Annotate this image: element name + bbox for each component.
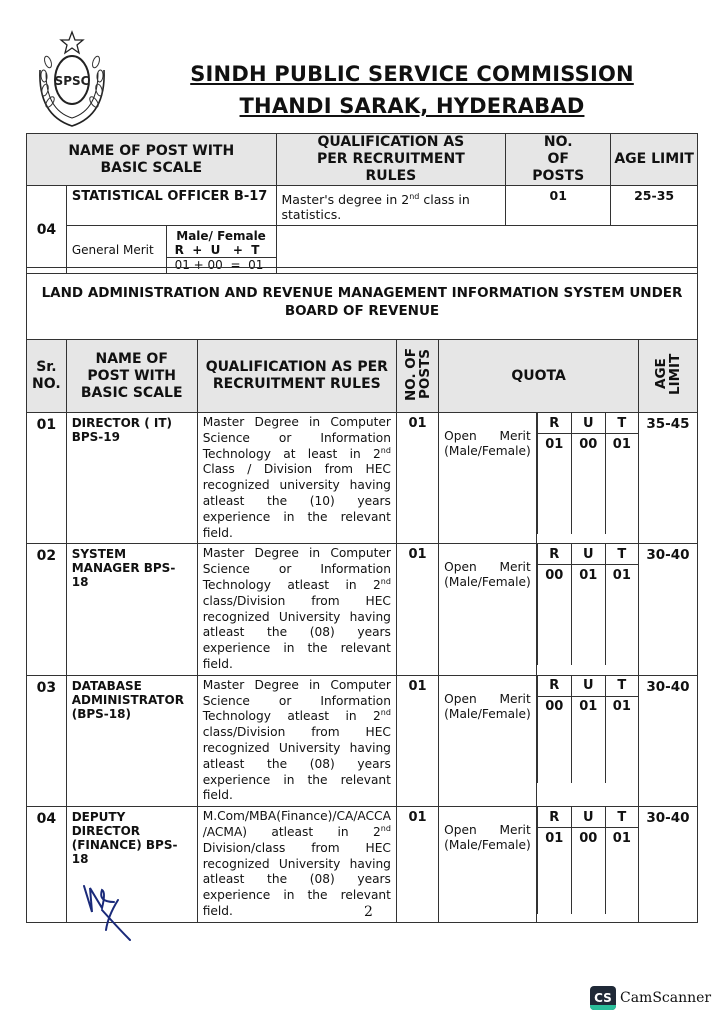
no-of-posts: 01 — [396, 413, 438, 544]
quota-label: General Merit — [66, 226, 166, 274]
quota-description: Open Merit (Male/Female) — [439, 413, 537, 544]
quota-description: Open Merit (Male/Female) — [439, 807, 537, 923]
no-of-posts: 01 — [396, 807, 438, 923]
camscanner-watermark — [590, 986, 711, 1010]
row-serial-number: 03 — [27, 675, 67, 806]
qualification: Master Degree in Computer Science or Information Technology atleast in 2nd class/Division from HEC recognized University having atleast the (08) years experience in the relevant field. — [197, 675, 396, 806]
quota-rut: R U T 01 00 01 — [536, 413, 638, 544]
no-of-posts: 01 — [396, 675, 438, 806]
signature-icon — [80, 882, 140, 942]
page-title-address: THANDI SARAK, HYDERABAD — [239, 94, 585, 118]
qualification: Master Degree in Computer Science or Information Technology atleast in 2nd class/Division from HEC recognized University having atleast the (08) years experience in the relevant field. — [197, 544, 396, 675]
svg-text:SPSC: SPSC — [54, 74, 90, 88]
quota-r: 01 — [537, 828, 571, 849]
lar-mis-posts-table — [26, 339, 698, 923]
no-of-posts: 01 — [506, 186, 611, 226]
row-serial-number: 04 — [27, 186, 67, 274]
header-age-limit: AGE LIMIT — [638, 340, 697, 413]
row-serial-number: 04 — [27, 807, 67, 923]
post-name: DEPUTY DIRECTOR (FINANCE) BPS-18 — [66, 807, 197, 923]
header-no-of-posts: NO. OF POSTS — [506, 134, 611, 186]
post-name: STATISTICAL OFFICER B-17 — [66, 186, 276, 226]
quota-u: 01 — [571, 565, 605, 586]
qualification: Master's degree in 2nd class in statistics. — [276, 186, 506, 226]
quota-rut: R U T 00 01 01 — [536, 544, 638, 675]
table-row — [27, 544, 698, 675]
quota-u: 00 — [571, 434, 605, 455]
age-limit: 30-40 — [638, 807, 697, 923]
quota-rut: R U T 00 01 01 — [536, 675, 638, 806]
age-limit: 30-40 — [638, 544, 697, 675]
quota-t: 01 — [605, 828, 638, 849]
header-quota: QUOTA — [439, 340, 639, 413]
post-name: DIRECTOR ( IT) BPS-19 — [66, 413, 197, 544]
quota-t: 01 — [605, 696, 638, 717]
quota-values: 01 + 00 = 01 — [167, 257, 276, 273]
age-limit: 35-45 — [638, 413, 697, 544]
row-serial-number: 02 — [27, 544, 67, 675]
quota-r: 00 — [537, 565, 571, 586]
quota-r: 00 — [537, 696, 571, 717]
statistical-officer-table — [26, 133, 698, 274]
quota-formula: R + U + T — [174, 243, 260, 258]
header-no-of-posts: NO. OF POSTS — [396, 340, 438, 413]
quota-description: Open Merit (Male/Female) — [439, 544, 537, 675]
row-serial-number: 01 — [27, 413, 67, 544]
no-of-posts: 01 — [396, 544, 438, 675]
quota-t: 01 — [605, 434, 638, 455]
qualification: Master Degree in Computer Science or Information Technology at least in 2nd Class / Division from HEC recognized university having atleast the (10) years experience in the relevant field. — [197, 413, 396, 544]
header-sr-no: Sr. NO. — [27, 340, 67, 413]
quota-u: 00 — [571, 828, 605, 849]
quota-gender: Male/ Female — [176, 229, 266, 244]
page-number: 2 — [364, 904, 373, 920]
post-name: SYSTEM MANAGER BPS-18 — [66, 544, 197, 675]
camscanner-text: CamScanner — [620, 990, 712, 1006]
quota-rut: R U T 01 00 01 — [536, 807, 638, 923]
header-post-name: NAME OF POST WITH BASIC SCALE — [27, 134, 277, 186]
header-qualification: QUALIFICATION AS PER RECRUITMENT RULES — [276, 134, 506, 186]
table-row — [27, 675, 698, 806]
header-qualification: QUALIFICATION AS PER RECRUITMENT RULES — [197, 340, 396, 413]
age-limit: 30-40 — [638, 675, 697, 806]
signature — [80, 882, 140, 942]
header-age-limit: AGE LIMIT — [611, 134, 698, 186]
section-title: LAND ADMINISTRATION AND REVENUE MANAGEMENT INFORMATION SYSTEM UNDER BOARD OF REVENUE — [26, 267, 698, 339]
age-limit: 25-35 — [611, 186, 698, 226]
quota-description: Open Merit (Male/Female) — [439, 675, 537, 806]
table-row — [27, 413, 698, 544]
qualification: M.Com/MBA(Finance)/CA/ACCA /ACMA) atleast in 2nd Division/class from HEC recognized University having atleast the (08) years experience in the relevant field. — [197, 807, 396, 923]
quota-r: 01 — [537, 434, 571, 455]
quota-u: 01 — [571, 696, 605, 717]
camscanner-logo-icon: CS — [590, 986, 616, 1010]
header-post-name: NAME OF POST WITH BASIC SCALE — [66, 340, 197, 413]
post-name: DATABASE ADMINISTRATOR (BPS-18) — [66, 675, 197, 806]
quota-t: 01 — [605, 565, 638, 586]
page-title-organization: SINDH PUBLIC SERVICE COMMISSION — [190, 62, 634, 86]
